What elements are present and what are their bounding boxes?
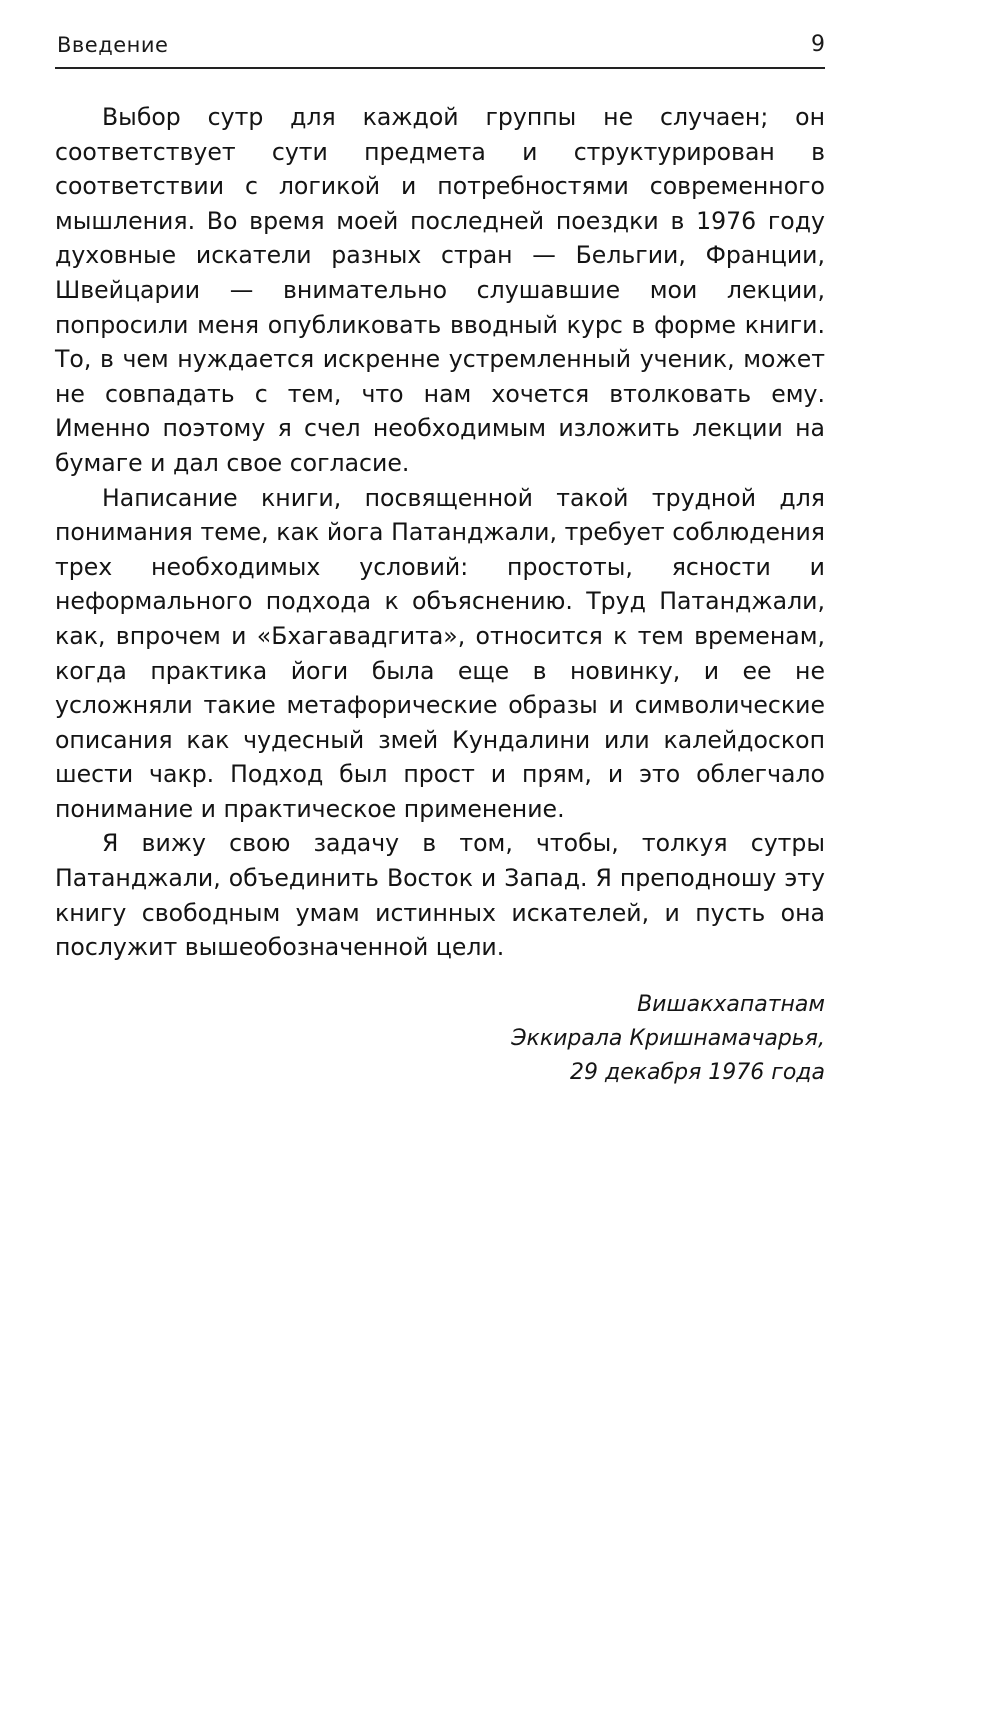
header-rule [55,67,825,69]
page-number: 9 [811,32,825,57]
signature-block [511,988,825,1090]
running-header [55,32,825,72]
signature-author: Эккирала Кришнамачарья, [511,1026,825,1051]
paragraph: Выбор сутр для каждой группы не случаен; он соответствует сути предмета и структурирован в соответствии с логикой и потребностями современного мышления. Во время моей последней поездки в 1976 году духовные искатели разных стран — Бельгии, Франции, Швейцарии — внимательно слушавшие мои лекции, попросили меня опубликовать вводный курс в форме книги. То, в чем нуждается искренне устремленный ученик, может не совпадать с тем, что нам хочется втолковать ему. Именно поэтому я счел необходимым изложить лекции на бумаге и дал свое согласие. [55,103,825,477]
body-text [55,100,825,965]
signature-place: Вишакхапатнам [637,992,825,1017]
paragraph: Написание книги, посвященной такой трудной для понимания теме, как йога Патанджали, требует соблюдения трех необходимых условий: простоты, ясности и неформального подхода к объяснению. Труд Патанджали, как, впрочем и «Бхагавадгита», относится к тем временам, когда практика йоги была еще в новинку, и ее не усложняли такие метафорические образы и символические описания как чудесный змей Кундалини или калейдоскоп шести чакр. Подход был прост и прям, и это облегчало понимание и практическое применение. [55,483,825,823]
section-title: Введение [57,33,169,57]
paragraph: Я вижу свою задачу в том, чтобы, толкуя сутры Патанджали, объединить Восток и Запад. Я преподношу эту книгу свободным умам истинных искателей, и пусть она послужит вышеобозначенной цели. [55,829,825,962]
signature-date: 29 декабря 1976 года [570,1060,825,1085]
